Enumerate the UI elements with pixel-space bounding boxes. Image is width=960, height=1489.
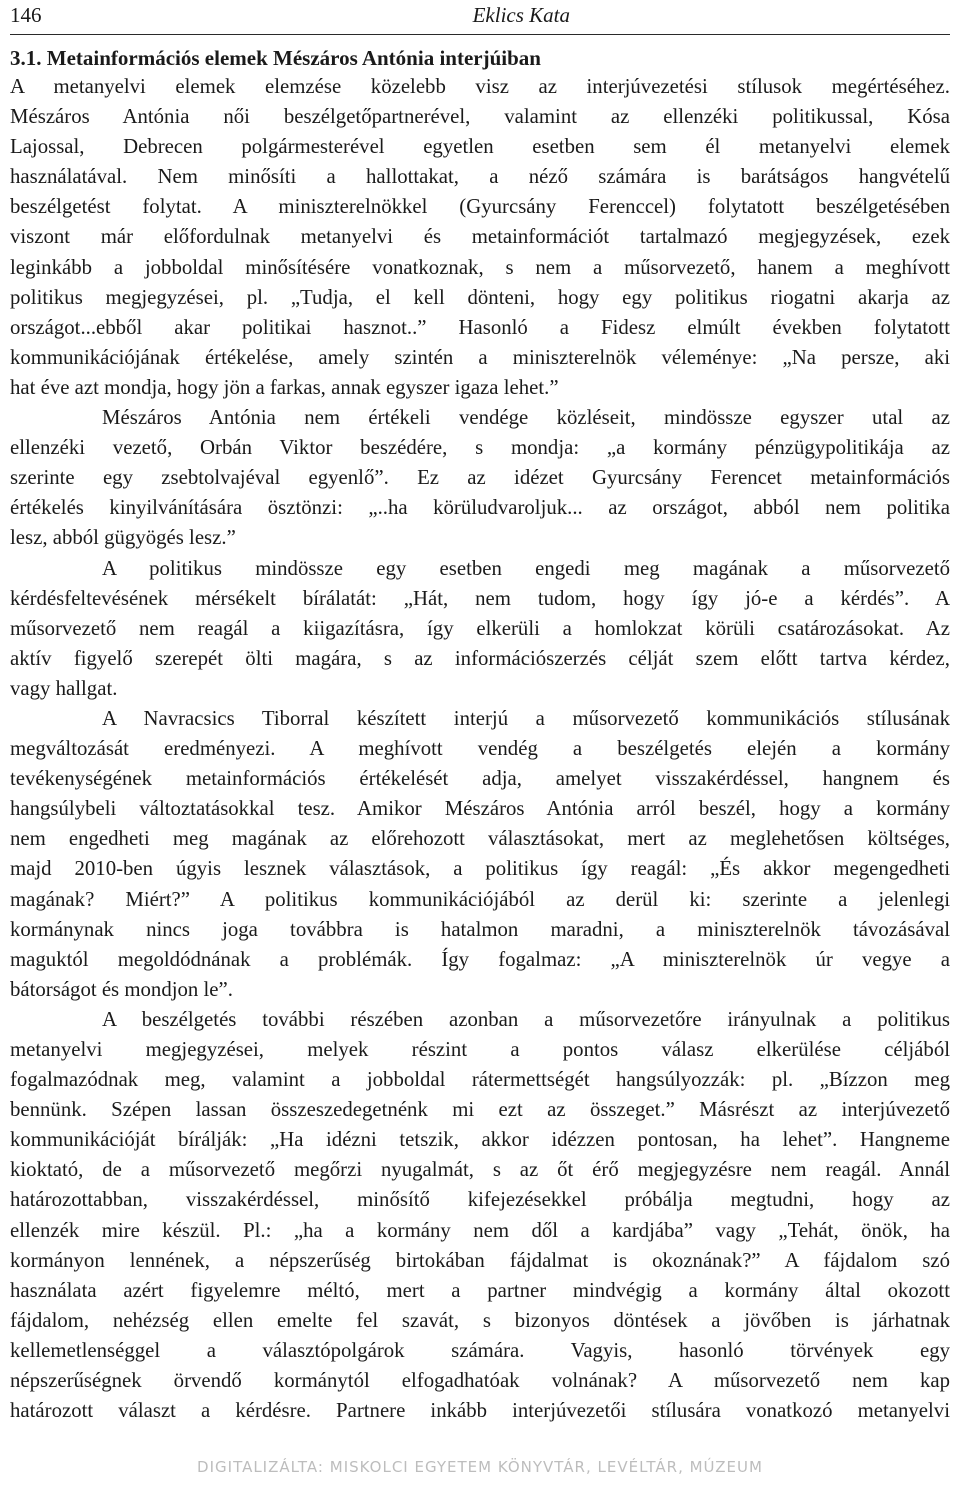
text-line: határozott választ a kérdésre. Partnere inkább interjúvezetői stílusára vonatkozó metanyelvi: [10, 1399, 950, 1423]
text-line: metanyelvi megjegyzései, melyek részint a pontos válasz elkerülése céljából: [10, 1038, 950, 1061]
text-line: maguktól megoldódnának a problémák. Így fogalmaz: „A miniszterelnök úr vegye a: [10, 947, 950, 971]
text-line: műsorvezető nem reagál a kiigazításra, így elkerüli a homlokzat körüli csatározásokat. Az: [10, 616, 950, 640]
text-line: hat éve azt mondja, hogy jön a farkas, annak egyszer igaza lehet.”: [10, 375, 559, 399]
text-line: Mészáros Antónia női beszélgetőpartnerével, valamint az ellenzéki politikussal, Kósa: [10, 105, 950, 129]
text-line: viszont már előfordulnak metanyelvi és metainformációt tartalmazó megjegyzések, ezek: [10, 225, 950, 249]
text-line: magának? Miért?” A politikus kommunikációjából az derül ki: szerinte a jelenlegi: [10, 887, 950, 911]
text-line: kellemetlenséggel a választópolgárok számára. Vagyis, hasonló törvények egy: [10, 1338, 950, 1362]
text-line: fogalmazódnak meg, valamint a jobboldal rátermettségét hangsúlyozzák: pl. „Bízzon meg: [10, 1068, 950, 1092]
text-line: bennünk. Szépen lassan összeszedegetnénk mi ezt az összeget.” Másrészt az interjúvezető: [10, 1098, 950, 1122]
text-line: A Navracsics Tiborral készített interjú a műsorvezető kommunikációs stílusának: [102, 706, 950, 730]
text-line: tevékenységének metainformációs értékelését adja, amelyet visszakérdéssel, hangnem és: [10, 767, 950, 791]
text-line: használatával. Nem minősíti a hallottakat, a néző számára is barátságos hangvételű: [10, 165, 950, 189]
text-line: A metanyelvi elemek elemzése közelebb visz az interjúvezetési stílusok megértéséhez.: [10, 75, 950, 98]
text-line: értékelés kinyilvánítására ösztönzi: „..ha körüludvaroljuk... az országot, abból nem politika: [10, 496, 950, 520]
text-line: kommunikációját bírálják: „Ha idézni tetszik, akkor idézzen pontosan, ha lehet”. Hangneme: [10, 1128, 950, 1152]
text-line: határozottabban, visszakérdéssel, minősítő kifejezésekkel próbálja megtudni, hogy az: [10, 1188, 950, 1212]
text-line: szerinte egy zsebtolvajéval egyenlő”. Ez az idézet Gyurcsány Ferencet metainformációs: [10, 466, 950, 490]
text-line: Lajossal, Debrecen polgármesterével egyetlen esetben sem él metanyelvi elemek: [10, 135, 950, 159]
text-line: hangsúlybeli változtatásokkal tesz. Amikor Mészáros Antónia arról beszél, hogy a kormány: [10, 797, 950, 821]
text-line: kormánynak nincs joga továbbra is hatalmon maradni, a miniszterelnök távozásával: [10, 917, 950, 941]
running-header: [10, 2, 950, 35]
section-heading: 3.1. Metainformációs elemek Mészáros Antónia interjúiban: [10, 46, 541, 70]
text-line: beszélgetést folytat. A miniszterelnökkel (Gyurcsány Ferenccel) folytatott beszélgetésében: [10, 195, 950, 219]
text-line: politikus megjegyzései, pl. „Tudja, el kell dönteni, hogy egy politikus riogatni akarja az: [10, 285, 950, 309]
text-line: vagy hallgat.: [10, 676, 118, 700]
text-line: A beszélgetés további részében azonban a műsorvezetőre irányulnak a politikus: [102, 1007, 950, 1031]
text-line: ellenzék mire készül. Pl.: „ha a kormány nem dől a kardjába” vagy „Tehát, önök, ha: [10, 1218, 950, 1242]
text-line: bátorságot és mondjon le”.: [10, 977, 233, 1001]
text-line: megváltozását eredményezi. A meghívott vendég a beszélgetés elején a kormány: [10, 737, 950, 761]
text-line: használata azért figyelemre méltó, mert a partner mindvégig a kormány által okozott: [10, 1278, 950, 1302]
text-line: fájdalom, nehézség ellen emelte fel szavát, s bizonyos döntések a jövőben is járhatnak: [10, 1308, 950, 1332]
text-line: ellenzéki vezető, Orbán Viktor beszédére, s mondja: „a kormány pénzügypolitikája az: [10, 436, 950, 460]
body-text: [10, 72, 950, 1426]
text-line: nem engedheti meg magának az előrehozott választásokat, mert az meglehetősen költséges,: [10, 827, 950, 851]
text-line: kérdésfeltevésének mérsékelt bírálatát: „Hát, nem tudom, hogy így jó-e a kérdés”. A: [10, 586, 950, 610]
page-number: 146: [10, 3, 42, 27]
text-line: kommunikációjának értékelése, amely szintén a miniszterelnök véleménye: „Na persze, aki: [10, 345, 950, 369]
text-line: A politikus mindössze egy esetben engedi meg magának a műsorvezető: [102, 556, 950, 580]
text-line: országot...ebből akar politikai hasznot..” Hasonló a Fidesz elmúlt években folytatott: [10, 315, 950, 339]
text-line: kioktató, de a műsorvezető megőrzi nyugalmát, s az őt érő megjegyzésre nem reagál. Annál: [10, 1158, 950, 1182]
text-line: lesz, abból gügyögés lesz.”: [10, 526, 236, 550]
digitization-watermark: DIGITALIZÁLTA: MISKOLCI EGYETEM KÖNYVTÁR, LEVÉLTÁR, MÚZEUM: [197, 1458, 763, 1476]
running-title: Eklics Kata: [472, 3, 570, 27]
text-line: kormányon lennének, a népszerűség birtokában fájdalmat is okoznának?” A fájdalom szó: [10, 1248, 950, 1272]
text-line: népszerűségnek örvendő kormánytól elfogadhatóak volnának? A műsorvezető nem kap: [10, 1369, 950, 1393]
text-line: majd 2010-ben úgyis lesznek választások, a politikus így reagál: „És akkor megengedheti: [10, 857, 950, 881]
text-line: leginkább a jobboldal minősítésére vonatkoznak, s nem a műsorvezető, hanem a meghívott: [10, 255, 950, 279]
text-line: aktív figyelő szerepét ölti magára, s az információszerzés célját szem előtt tartva kérdez,: [10, 646, 950, 670]
text-line: Mészáros Antónia nem értékeli vendége közléseit, mindössze egyszer utal az: [102, 406, 950, 430]
